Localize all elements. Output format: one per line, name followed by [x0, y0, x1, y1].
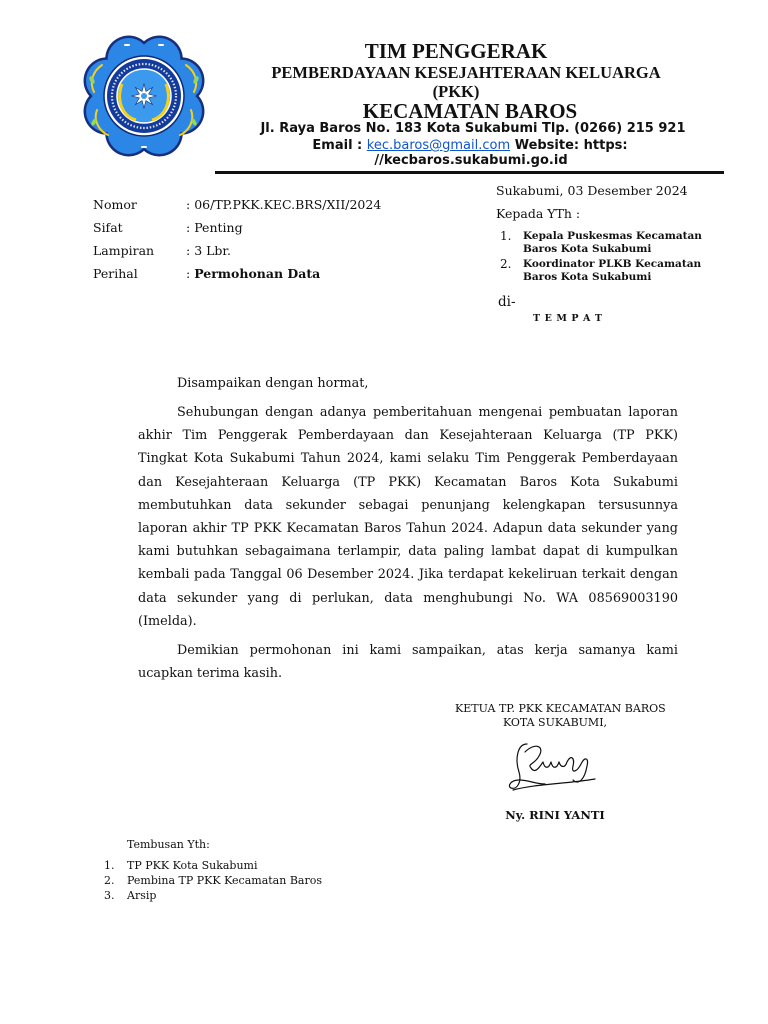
signatory-city: KOTA SUKABUMI, [502, 716, 608, 729]
cc-number: 1. [104, 859, 115, 872]
letterhead-divider [215, 171, 724, 174]
pkk-emblem-icon [78, 35, 210, 157]
meta-colon: : [186, 243, 191, 258]
meta-label: Nomor [93, 197, 137, 212]
recipient-line: Baros Kota Sukabumi [523, 271, 652, 283]
meta-value-wrap [186, 197, 381, 213]
email-link[interactable]: kec.baros@gmail.com [366, 138, 511, 153]
greeting: Disampaikan dengan hormat, [177, 376, 369, 391]
meta-value: 3 Lbr. [194, 243, 232, 258]
recipient-di: di- [498, 294, 516, 310]
recipient-place: T E M P A T [533, 313, 603, 324]
org-subtitle: PEMBERDAYAAN KESEJAHTERAAN KELUARGA [271, 63, 661, 82]
website-label: Website: https: [514, 138, 628, 153]
cc-number: 3. [104, 889, 115, 902]
meta-label: Lampiran [93, 243, 155, 258]
paragraph-line: ucapkan terima kasih. [138, 666, 283, 682]
paragraph-line: membutuhkan data sekunder sebagai penunjang kelengkapan tersusunnya [138, 497, 678, 513]
meta-value-wrap [186, 266, 320, 282]
email-label: Email : [312, 138, 363, 153]
signatory-title: KETUA TP. PKK KECAMATAN BAROS [455, 702, 666, 715]
recipient-number: 1. [500, 229, 512, 243]
body-paragraph-1 [138, 401, 678, 633]
paragraph-line: kami butuhkan sebagaimana terlampir, data paling lambat dapat di kumpulkan [138, 544, 678, 560]
recipient-number: 2. [500, 257, 512, 271]
paragraph-line: Sehubungan dengan adanya pemberitahuan mengenai pembuatan laporan [177, 405, 678, 420]
meta-value-subject: Permohonan Data [194, 266, 321, 281]
org-title: TIM PENGGERAK [364, 39, 548, 63]
paragraph-line: (Imelda). [138, 613, 197, 629]
meta-value: 06/TP.PKK.KEC.BRS/XII/2024 [194, 197, 382, 212]
paragraph-line: kembali pada Tanggal 06 Desember 2024. Jika terdapat kekeliruan terkait dengan [138, 567, 678, 583]
paragraph-line: Tingkat Kota Sukabumi Tahun 2024, kami selaku Tim Penggerak Pemberdayaan [138, 451, 678, 467]
meta-value-wrap [186, 243, 231, 259]
recipient-line: Koordinator PLKB Kecamatan [523, 258, 702, 270]
paragraph-line: data sekunder yang di perlukan, data menghubungi No. WA 08569003190 [138, 590, 678, 606]
meta-colon: : [186, 266, 191, 281]
cc-item: Pembina TP PKK Kecamatan Baros [127, 874, 322, 887]
body-paragraph-2 [138, 639, 678, 685]
paragraph-line: Demikian permohonan ini kami sampaikan, atas kerja samanya kami [177, 643, 678, 658]
cc-item: Arsip [127, 889, 157, 902]
cc-item: TP PKK Kota Sukabumi [127, 859, 258, 872]
meta-value-wrap [186, 220, 243, 236]
org-address: Jl. Raya Baros No. 183 Kota Sukabumi Tlp. (0266) 215 921 [260, 121, 686, 136]
meta-colon: : [186, 220, 191, 235]
org-district: KECAMATAN BAROS [362, 99, 578, 123]
handwritten-signature-icon [505, 738, 605, 794]
contact-line [220, 138, 720, 153]
cc-number: 2. [104, 874, 115, 887]
paragraph-line: laporan akhir TP PKK Kecamatan Baros Tahun 2024. Adapun data sekunder yang [138, 520, 678, 536]
cc-heading: Tembusan Yth: [127, 838, 210, 851]
recipient-line: Baros Kota Sukabumi [523, 243, 652, 255]
paragraph-line: dan Kesejahteraan Keluarga (TP PKK) Kecamatan Baros Kota Sukabumi [138, 474, 678, 490]
paragraph-line: akhir Tim Penggerak Pemberdayaan dan Kesejahteraan Keluarga (TP PKK) [138, 428, 678, 444]
signatory-name: Ny. RINI YANTI [505, 808, 605, 822]
recipient-line: Kepala Puskesmas Kecamatan [523, 230, 702, 242]
meta-value: Penting [194, 220, 243, 235]
meta-label: Perihal [93, 266, 138, 281]
letter-date: Sukabumi, 03 Desember 2024 [496, 183, 688, 198]
website-text: //kecbaros.sukabumi.go.id [374, 153, 568, 168]
org-abbreviation: (PKK) [432, 82, 480, 101]
meta-colon: : [186, 197, 191, 212]
recipient-heading: Kepada YTh : [496, 206, 581, 221]
meta-label: Sifat [93, 220, 123, 235]
